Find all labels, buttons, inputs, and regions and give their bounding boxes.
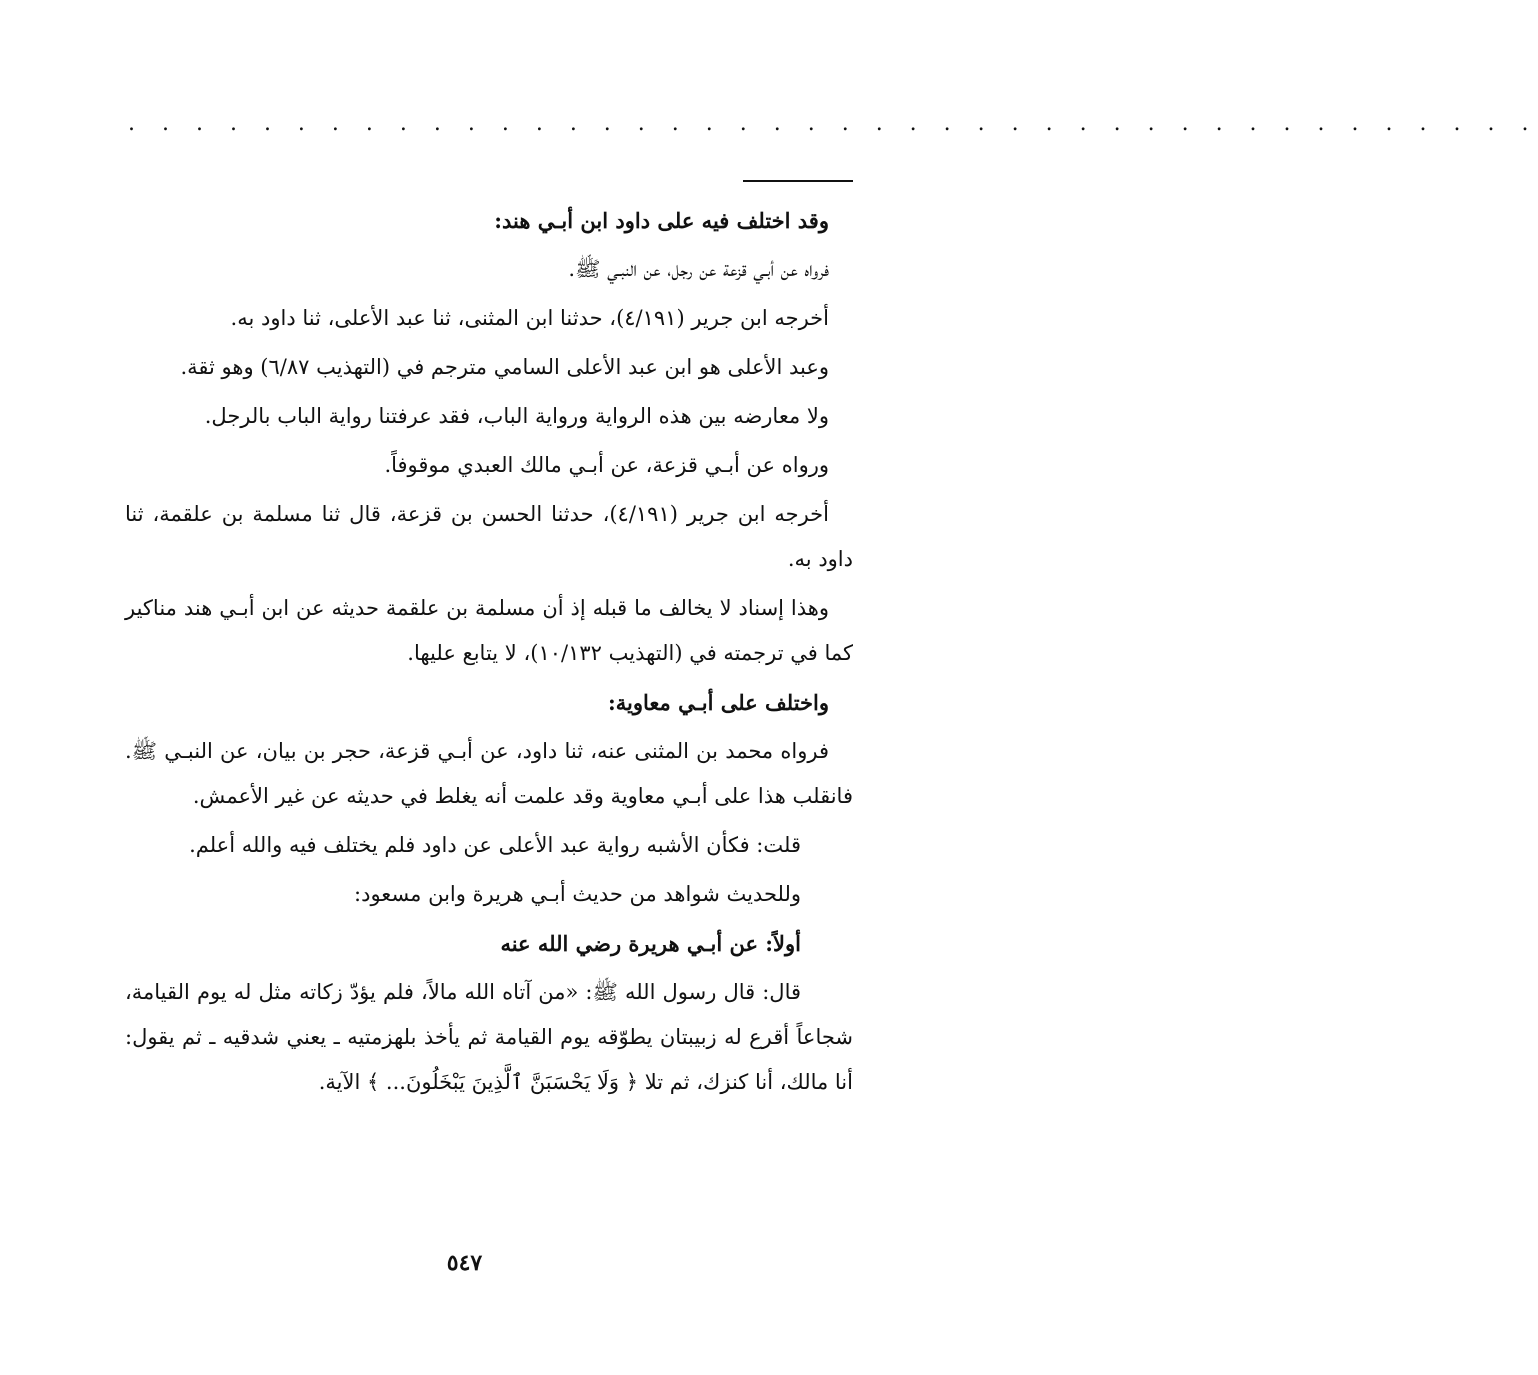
paragraph-10: فرواه محمد بن المثنى عنه، ثنا داود، عن أبـي قزعة، حجر بن بيان، عن النبـي ﷺ. فانقلب هذا على أبـي معاوية وقد علمت أنه يغلط في حديثه عن غير الأعمش. (125, 739, 853, 808)
paragraph-7: أخرجه ابن جرير (٤/١٩١)، حدثنا الحسن بن قزعة، قال ثنا مسلمة بن علقمة، ثنا داود به. (125, 502, 853, 571)
dotted-separator: . . . . . . . . . . . . . . . . . . . . . . . . . . . . . . . . . . . . . . . . . . (128, 111, 1538, 136)
paragraph-13: أولاً: عن أبـي هريرة رضي الله عنه (500, 931, 801, 956)
paragraph-8: وهذا إسناد لا يخالف ما قبله إذ أن مسلمة بن علقمة حديثه عن ابن أبـي هند مناكير كما في ترجمته في (التهذيب ١٠/١٣٢)، لا يتابع عليها. (125, 596, 853, 665)
page-number: ٥٤٧ (446, 1250, 483, 1276)
paragraph-4: وعبد الأعلى هو ابن عبد الأعلى السامي مترجم في (التهذيب ٦/٨٧) وهو ثقة. (180, 355, 829, 379)
paragraph-1: وقد اختلف فيه على داود ابن أبـي هند: (494, 208, 829, 233)
paragraph-11: قلت: فكأن الأشبه رواية عبد الأعلى عن داود فلم يختلف فيه والله أعلم. (189, 833, 801, 857)
paragraph-3: أخرجه ابن جرير (٤/١٩١)، حدثنا ابن المثنى، ثنا عبد الأعلى، ثنا داود به. (230, 306, 829, 330)
paragraph-5: ولا معارضه بين هذه الرواية ورواية الباب، فقد عرفتنا رواية الباب بالرجل. (204, 404, 829, 428)
footnote-rule (743, 180, 853, 182)
paragraph-2: فرواه عن أبـي قزعة عن رجل، عن النبـي ﷺ. (568, 257, 829, 281)
body-text (125, 198, 853, 1109)
paragraph-12: وللحديث شواهد من حديث أبـي هريرة وابن مسعود: (354, 882, 801, 906)
paragraph-6: ورواه عن أبـي قزعة، عن أبـي مالك العبدي موقوفاً. (384, 453, 829, 477)
paragraph-14: قال: قال رسول الله ﷺ: «من آتاه الله مالاً، فلم يؤدّ زكاته مثل له يوم القيامة، شجاعاً أقرع له زبيبتان يطوّقه يوم القيامة ثم يأخذ بلهزمتيه ـ يعني شدقيه ـ ثم يقول: أنا مالك، أنا كنزك، ثم تلا ﴿ وَلَا يَحْسَبَنَّ ٱلَّذِينَ يَبْخَلُونَ... ﴾ الآية. (125, 980, 853, 1094)
paragraph-9: واختلف على أبـي معاوية: (607, 690, 829, 715)
